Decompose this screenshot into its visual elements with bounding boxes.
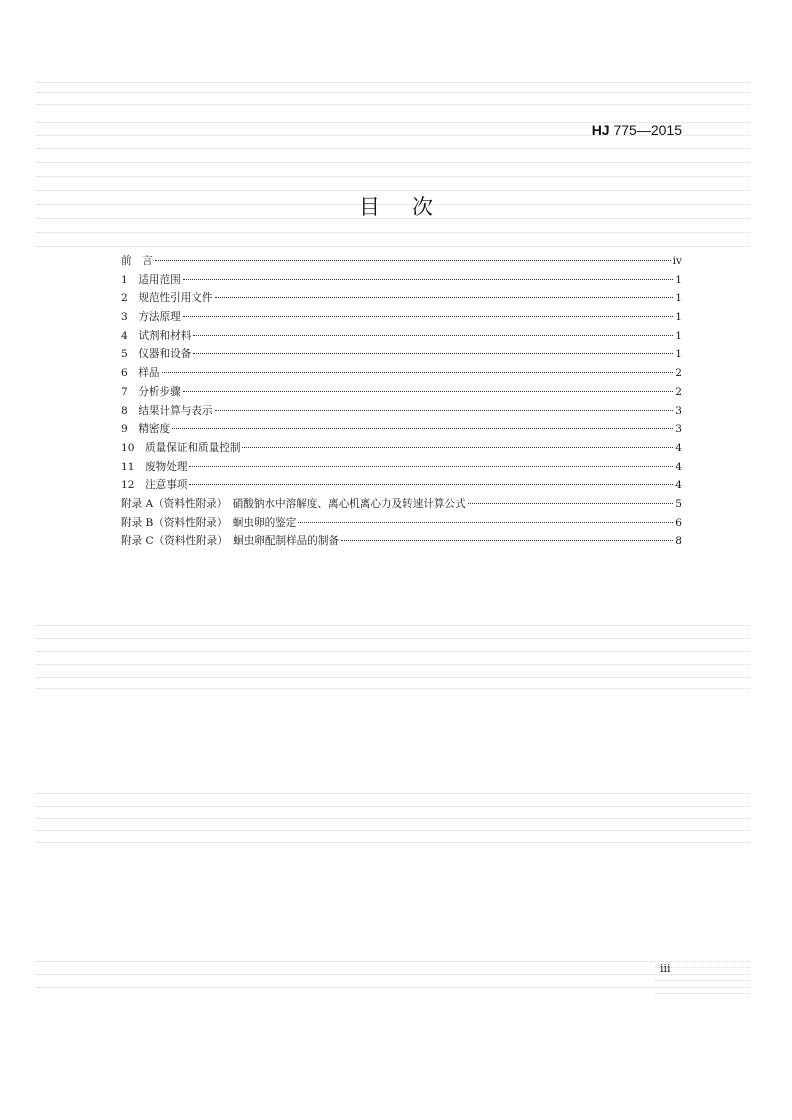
toc-entry[interactable]: [121, 514, 682, 533]
toc-entry[interactable]: [121, 439, 682, 458]
guide-line: [36, 104, 750, 105]
guide-line: [36, 232, 750, 233]
guide-line: [36, 974, 750, 975]
guide-line: [36, 688, 750, 689]
toc-entry-label: 3 方法原理: [121, 311, 181, 324]
toc-dot-leader: [189, 484, 673, 485]
toc-entry-label: 2 规范性引用文件: [121, 292, 213, 305]
toc-entry-label: 12 注意事项: [121, 479, 188, 492]
guide-line: [36, 961, 750, 962]
standard-code-prefix: HJ: [591, 122, 610, 138]
toc-entry[interactable]: [121, 327, 682, 346]
toc-dot-leader: [183, 316, 674, 317]
toc-entry-label: 6 样品: [121, 367, 160, 380]
toc-dot-leader: [215, 297, 674, 298]
guide-line: [36, 92, 750, 93]
toc-entry-label: 11 废物处理: [121, 460, 188, 473]
guide-line: [36, 830, 750, 831]
toc-dot-leader: [183, 391, 674, 392]
page-title: 目次: [359, 195, 465, 219]
table-of-contents: [121, 252, 682, 551]
guide-line: [36, 806, 750, 807]
toc-entry-page: 6: [675, 516, 682, 529]
toc-entry[interactable]: [121, 420, 682, 439]
toc-dot-leader: [155, 260, 671, 261]
toc-entry-label: 附录 C（资料性附录） 蛔虫卵配制样品的制备: [121, 535, 340, 548]
guide-line: [36, 793, 750, 794]
toc-entry[interactable]: [121, 532, 682, 551]
toc-entry[interactable]: [121, 383, 682, 402]
toc-dot-leader: [298, 522, 673, 523]
toc-entry-page: 3: [675, 423, 682, 436]
toc-entry-label: 8 结果计算与表示: [121, 404, 213, 417]
toc-entry[interactable]: [121, 495, 682, 514]
toc-dot-leader: [162, 372, 674, 373]
toc-dot-leader: [468, 503, 674, 504]
toc-dot-leader: [242, 447, 673, 448]
toc-dot-leader: [189, 466, 673, 467]
toc-entry-page: 4: [675, 479, 682, 492]
standard-code-number: 775—2015: [613, 122, 682, 138]
standard-code: [592, 122, 682, 138]
guide-line: [36, 625, 750, 626]
toc-entry-label: 4 试剂和材料: [121, 329, 192, 342]
guide-line: [36, 818, 750, 819]
toc-entry-page: 4: [675, 460, 682, 473]
toc-dot-leader: [193, 353, 673, 354]
guide-line: [36, 987, 750, 988]
toc-entry[interactable]: [121, 289, 682, 308]
toc-entry[interactable]: [121, 476, 682, 495]
toc-entry[interactable]: [121, 271, 682, 290]
toc-entry-label: 附录 B（资料性附录） 蛔虫卵的鉴定: [121, 516, 297, 529]
toc-entry-page: 1: [675, 311, 682, 324]
toc-entry-page: 2: [675, 367, 682, 380]
guide-line: [36, 664, 750, 665]
guide-line: [655, 993, 750, 994]
toc-entry[interactable]: [121, 458, 682, 477]
toc-entry-page: 1: [675, 292, 682, 305]
toc-entry-page: 1: [675, 329, 682, 342]
guide-line: [36, 162, 750, 163]
toc-entry-page: 4: [675, 441, 682, 454]
toc-entry-page: 1: [675, 348, 682, 361]
guide-line: [36, 842, 750, 843]
guide-line: [36, 246, 750, 247]
toc-entry-page: 2: [675, 385, 682, 398]
toc-entry-label: 7 分析步骤: [121, 385, 181, 398]
toc-entry[interactable]: [121, 345, 682, 364]
toc-entry-label: 1 适用范围: [121, 273, 181, 286]
page-number: iii: [660, 962, 671, 975]
toc-entry-page: 5: [675, 497, 682, 510]
guide-line: [36, 638, 750, 639]
toc-entry-label: 5 仪器和设备: [121, 348, 192, 361]
toc-entry[interactable]: [121, 308, 682, 327]
toc-entry-page: 8: [675, 535, 682, 548]
guide-line: [655, 980, 750, 981]
toc-dot-leader: [183, 279, 674, 280]
guide-line: [36, 651, 750, 652]
toc-entry[interactable]: [121, 402, 682, 421]
toc-entry-label: 前 言: [121, 255, 153, 267]
guide-line: [36, 82, 750, 83]
toc-entry-page: 1: [675, 273, 682, 286]
toc-dot-leader: [172, 428, 673, 429]
toc-entry[interactable]: [121, 364, 682, 383]
toc-dot-leader: [215, 410, 674, 411]
guide-line: [36, 148, 750, 149]
toc-entry-label: 附录 A（资料性附录） 硝酸钠水中溶解度、离心机离心力及转速计算公式: [121, 497, 466, 510]
toc-entry-label: 9 精密度: [121, 423, 171, 436]
toc-dot-leader: [341, 540, 673, 541]
toc-entry-label: 10 质量保证和质量控制: [121, 441, 241, 454]
guide-line: [36, 176, 750, 177]
toc-dot-leader: [193, 335, 673, 336]
toc-entry[interactable]: [121, 252, 682, 271]
toc-entry-page: 3: [675, 404, 682, 417]
toc-entry-page: iv: [672, 255, 682, 267]
guide-line: [36, 677, 750, 678]
